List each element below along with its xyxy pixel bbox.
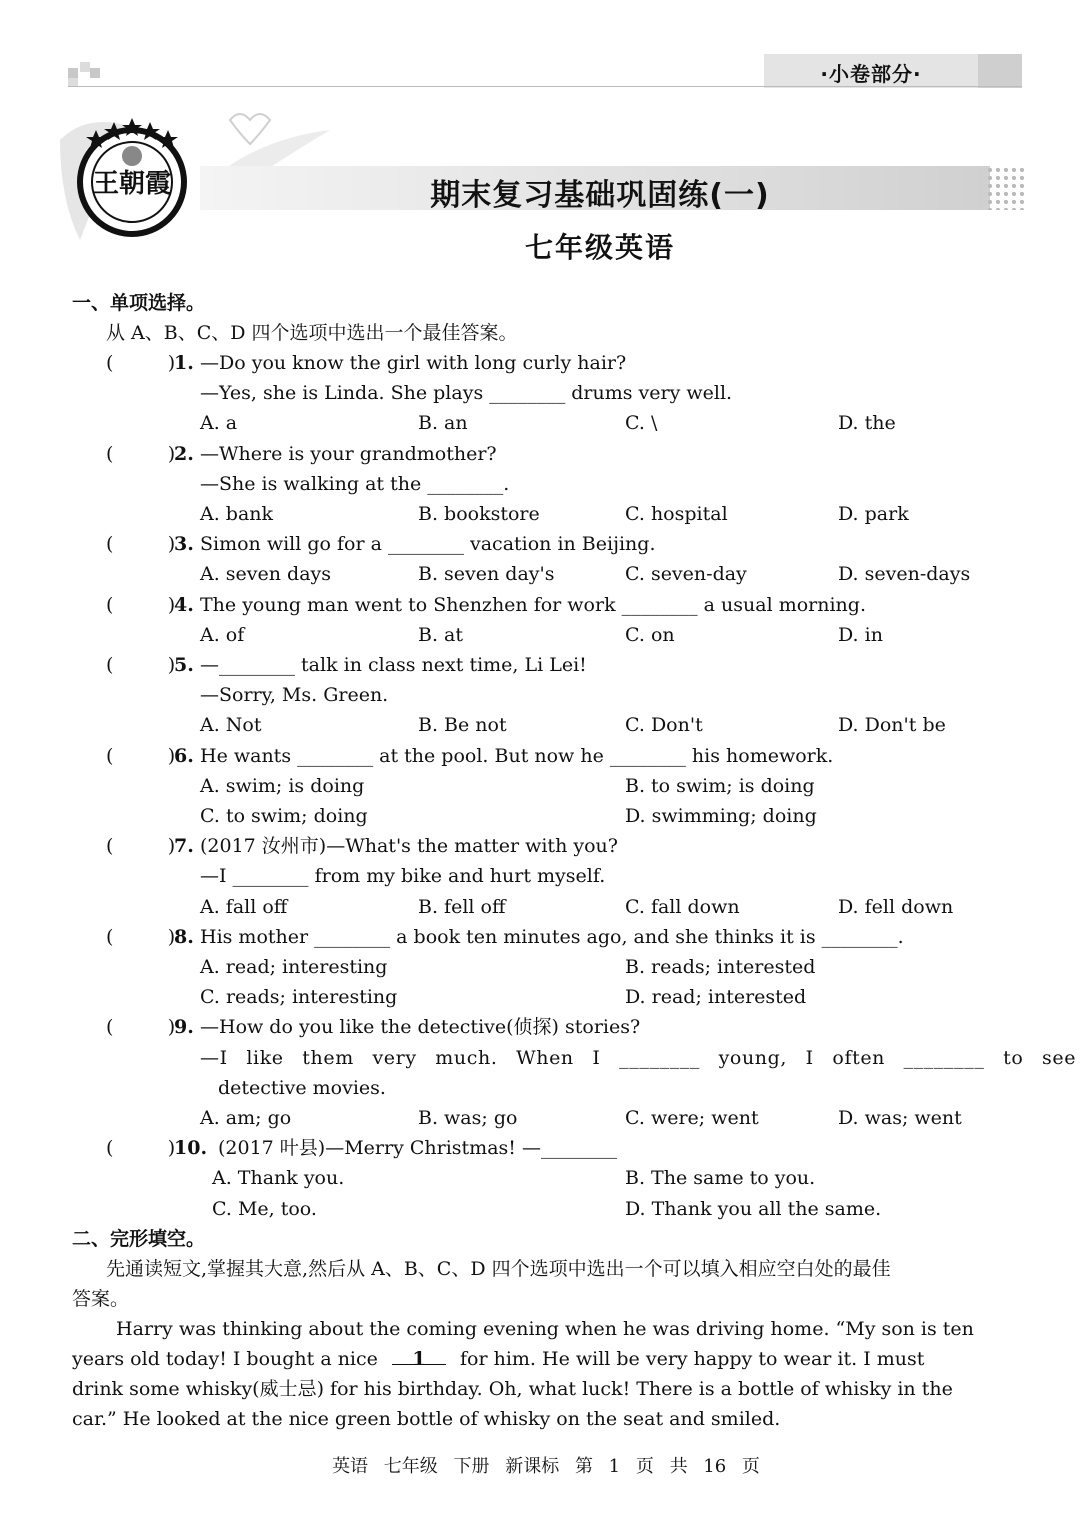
option-a[interactable]: A. bank bbox=[200, 503, 274, 525]
option-c[interactable]: C. seven-day bbox=[625, 563, 747, 586]
dots-decoration bbox=[986, 166, 1026, 210]
option-b[interactable]: B. Be not bbox=[418, 714, 507, 737]
question-text: He wants ________ at the pool. But now he ________ his homework. bbox=[200, 744, 834, 767]
passage-line: drink some whisky(威士忌) for his birthday. Oh, what luck! There is a bottle of whisky in the bbox=[72, 1378, 953, 1400]
section-label: ·小卷部分· bbox=[820, 62, 922, 86]
section-instruction: 先通读短文,掌握其大意,然后从 A、B、C、D 四个选项中选出一个可以填入相应空白处的最佳 bbox=[106, 1258, 891, 1280]
page-footer: 英语 七年级 下册 新课标 第 1 页 共 16 页 bbox=[332, 1456, 760, 1477]
option-b[interactable]: B. reads; interested bbox=[625, 956, 816, 978]
question-text: —I ________ from my bike and hurt myself. bbox=[200, 865, 606, 888]
logo-text: 王朝霞 bbox=[92, 169, 172, 199]
header-divider bbox=[68, 86, 1022, 87]
question-text: (2017 汝州市)—What's the matter with you? bbox=[200, 835, 618, 858]
question-text: —Do you know the girl with long curly hair? bbox=[200, 352, 627, 374]
option-a[interactable]: A. Thank you. bbox=[212, 1167, 345, 1190]
option-a[interactable]: A. of bbox=[200, 623, 245, 646]
section-heading: 二、完形填空。 bbox=[72, 1228, 206, 1250]
question-text: detective movies. bbox=[218, 1076, 386, 1099]
option-b[interactable]: B. bookstore bbox=[418, 503, 540, 525]
option-b[interactable]: B. at bbox=[418, 623, 464, 646]
header-bar-accent bbox=[978, 54, 1022, 88]
passage-line bbox=[72, 1346, 924, 1372]
question-text: —Where is your grandmother? bbox=[200, 442, 497, 465]
question-number: 10. bbox=[174, 1137, 208, 1160]
option-a[interactable]: A. seven days bbox=[200, 563, 332, 586]
question-text: His mother ________ a book ten minutes ago, and she thinks it is ________. bbox=[200, 925, 904, 948]
question-text: —Yes, she is Linda. She plays ________ drums very well. bbox=[200, 382, 733, 405]
option-c[interactable]: C. hospital bbox=[625, 503, 728, 525]
option-b[interactable]: B. fell off bbox=[418, 895, 506, 918]
answer-bracket[interactable]: ( ) bbox=[106, 352, 176, 374]
option-c[interactable]: C. Don't bbox=[625, 714, 703, 737]
question-text: —She is walking at the ________. bbox=[200, 472, 510, 495]
option-c[interactable]: C. fall down bbox=[625, 895, 740, 918]
question-text: —________ talk in class next time, Li Lei! bbox=[200, 654, 587, 676]
question-number: 2. bbox=[174, 442, 194, 465]
option-d[interactable]: D. Don't be bbox=[838, 714, 946, 737]
answer-bracket[interactable]: ( ) bbox=[106, 593, 176, 616]
option-c[interactable]: C. were; went bbox=[625, 1107, 759, 1129]
option-b[interactable]: B. to swim; is doing bbox=[625, 774, 815, 797]
cloze-blank: 1 bbox=[392, 1346, 446, 1365]
option-a[interactable]: A. am; go bbox=[200, 1107, 292, 1129]
answer-bracket[interactable]: ( ) bbox=[106, 744, 176, 767]
option-a[interactable]: A. Not bbox=[200, 714, 262, 737]
question-text: The young man went to Shenzhen for work ________ a usual morning. bbox=[200, 593, 866, 616]
section-instruction: 答案。 bbox=[72, 1288, 130, 1310]
option-d[interactable]: D. in bbox=[838, 623, 883, 646]
question-text: Simon will go for a ________ vacation in Beijing. bbox=[200, 533, 656, 556]
option-a[interactable]: A. swim; is doing bbox=[200, 774, 365, 797]
option-b[interactable]: B. an bbox=[418, 412, 468, 435]
option-d[interactable]: D. park bbox=[838, 503, 909, 525]
question-number: 3. bbox=[174, 533, 194, 556]
option-a[interactable]: A. fall off bbox=[200, 895, 288, 918]
question-number: 8. bbox=[174, 925, 194, 948]
option-b[interactable]: B. was; go bbox=[418, 1107, 518, 1129]
page-subtitle: 七年级英语 bbox=[524, 231, 675, 264]
answer-bracket[interactable]: ( ) bbox=[106, 835, 176, 858]
question-number: 7. bbox=[174, 835, 194, 858]
question-text: (2017 叶县)—Merry Christmas! —________ bbox=[218, 1137, 617, 1160]
section-instruction: 从 A、B、C、D 四个选项中选出一个最佳答案。 bbox=[106, 322, 518, 344]
answer-bracket[interactable]: ( ) bbox=[106, 442, 176, 465]
question-text: —How do you like the detective(侦探) stories? bbox=[200, 1016, 641, 1039]
option-d[interactable]: D. read; interested bbox=[625, 986, 807, 1009]
answer-bracket[interactable]: ( ) bbox=[106, 1137, 176, 1160]
question-number: 6. bbox=[174, 744, 194, 767]
option-c[interactable]: C. to swim; doing bbox=[200, 805, 368, 827]
question-number: 4. bbox=[174, 593, 194, 616]
passage-line: Harry was thinking about the coming evening when he was driving home. “My son is ten bbox=[116, 1318, 974, 1340]
passage-text: for him. He will be very happy to wear it. I must bbox=[460, 1348, 925, 1370]
option-d[interactable]: D. seven-days bbox=[838, 563, 971, 586]
question-number: 1. bbox=[174, 352, 194, 374]
answer-bracket[interactable]: ( ) bbox=[106, 533, 176, 556]
option-d[interactable]: D. swimming; doing bbox=[625, 805, 817, 827]
option-d[interactable]: D. fell down bbox=[838, 895, 954, 918]
answer-bracket[interactable]: ( ) bbox=[106, 1016, 176, 1039]
answer-bracket[interactable]: ( ) bbox=[106, 925, 176, 948]
option-b[interactable]: B. seven day's bbox=[418, 563, 555, 586]
option-d[interactable]: D. the bbox=[838, 412, 896, 435]
answer-bracket[interactable]: ( ) bbox=[106, 654, 176, 676]
passage-line: car.” He looked at the nice green bottle of whisky on the seat and smiled. bbox=[72, 1408, 781, 1430]
option-a[interactable]: A. a bbox=[200, 412, 238, 435]
option-c[interactable]: C. \ bbox=[625, 412, 658, 435]
option-c[interactable]: C. reads; interesting bbox=[200, 986, 398, 1009]
page-title: 期末复习基础巩固练(一) bbox=[430, 178, 770, 213]
passage-text: years old today! I bought a nice bbox=[72, 1348, 378, 1370]
option-d[interactable]: D. was; went bbox=[838, 1107, 962, 1129]
question-text: —I like them very much. When I ________ young, I often ________ to see bbox=[200, 1046, 1077, 1069]
question-text: —Sorry, Ms. Green. bbox=[200, 684, 389, 707]
section-heading: 一、单项选择。 bbox=[72, 292, 206, 314]
option-d[interactable]: D. Thank you all the same. bbox=[625, 1197, 882, 1220]
option-a[interactable]: A. read; interesting bbox=[200, 956, 388, 978]
question-number: 5. bbox=[174, 654, 194, 676]
option-c[interactable]: C. on bbox=[625, 623, 675, 646]
question-number: 9. bbox=[174, 1016, 194, 1039]
option-c[interactable]: C. Me, too. bbox=[212, 1197, 317, 1220]
option-b[interactable]: B. The same to you. bbox=[625, 1167, 816, 1190]
